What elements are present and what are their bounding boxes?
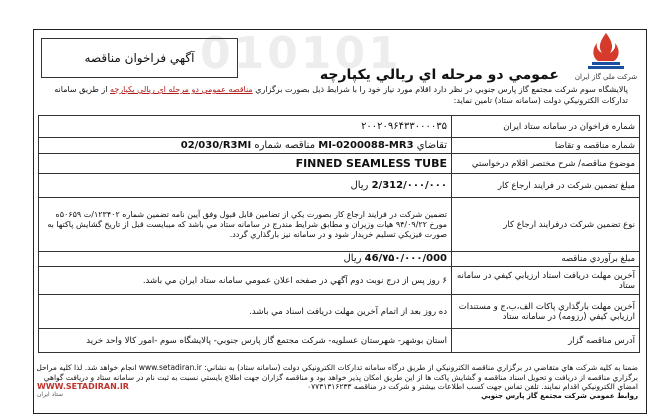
intro-text-b: از طريق سامانه تداركات الكترونيكي دولت (سامانه ستاد) تامين نمايد: xyxy=(54,85,628,105)
row-label: آخرين مهلت دريافت اسناد ارزيابي كيفي در سامانه ستاد xyxy=(452,267,640,295)
site-logo-tag: ستاد ايران xyxy=(37,391,63,398)
intro-highlight: مناقصه عمومي دو مرحله اي ريالي يكپارچه xyxy=(110,85,253,94)
row-label: آدرس مناقصه گزار xyxy=(452,329,640,353)
nigc-flame-logo-icon xyxy=(578,31,634,75)
table-row xyxy=(39,267,640,295)
row-label: شماره فراخوان در سامانه ستاد ايران xyxy=(452,116,640,138)
notice-subtitle: عمومي دو مرحله اي ريالي يكپارچه xyxy=(319,67,559,83)
row-value xyxy=(39,174,452,198)
table-row xyxy=(39,138,640,154)
footer-signature: روابط عمومي شركت مجتمع گاز پارس جنوبي xyxy=(481,391,638,400)
row-value xyxy=(39,154,452,174)
logo-caption: شركت ملي گاز ايران xyxy=(574,73,638,81)
table-row xyxy=(39,116,640,138)
row-value: ده روز بعد از اتمام آخرين مهلت دريافت اسناد مي باشد. xyxy=(39,295,452,329)
notice-title: آگهي فراخوان مناقصه xyxy=(41,38,238,78)
row-label: نوع تضمين شركت درفرايند ارجاع كار xyxy=(452,198,640,252)
tender-details-table xyxy=(38,115,640,353)
tender-number-label: مناقصه شماره xyxy=(254,139,316,151)
table-row xyxy=(39,252,640,267)
intro-text-a: پالايشگاه سوم شركت مجتمع گاز پارس جنوبي در نظر دارد اقلام مورد نياز خود را با شرايط ذيل بصورت برگزاري xyxy=(252,85,628,94)
estimate-amount: 46/۷۵۰/۰۰۰/000 xyxy=(364,253,447,264)
row-label: شماره مناقصه و تقاضا xyxy=(452,138,640,154)
table-row xyxy=(39,198,640,252)
row-label: موضوع مناقصه/ شرح مختصر اقلام درخواستي xyxy=(452,154,640,174)
row-value: تضمين شركت در فرايند ارجاع كار بصورت يكي از تضامين قابل قبول وفق آيين نامه تضمين شماره ۱۲۳۴۰۲/ت ۵۰۶۵۹ه مورخ ۹۴/۰۹/۲۲ هيات وزيران و مطابق شرايط مندرج در سامانه ستاد مي باشد كه ميبايست قبل از تاريخ گشايش پاكتها به صورت فيزيكي تسليم خريدار شود و در سامانه نيز بارگذاري گردد. xyxy=(39,198,452,252)
guarantee-amount: 2/312/۰۰۰/۰۰۰ xyxy=(371,179,447,191)
tender-code: 02/030/R3MI xyxy=(180,139,252,151)
row-value: استان بوشهر- شهرستان عسلويه- شركت مجتمع گاز پارس جنوبي- پالايشگاه سوم -امور كالا واحد خريد xyxy=(39,329,452,353)
row-value xyxy=(39,138,452,154)
row-label: آخرين مهلت بارگذاري پاكات الف،ب،ج و مستندات ارزيابي كيفي (رزومه) در سامانه ستاد xyxy=(452,295,640,329)
watermark: 010101 xyxy=(200,28,402,79)
currency-unit: ريال xyxy=(343,253,362,264)
footer-text: ضمنا به كليه شركت هاي متقاضي در برگزاري مناقصه الكترونيكي از طريق درگاه سامانه تداركات الكترونيكي دولت (سامانه ستاد) به نشاني: www.setadiran.ir انجام خواهد شد. لذا كليه مراحل برگزاري مناقصه از دريافت و تحويل اسناد مناقصه و گشايش پاكت ها از اين طريق امكان پذير خواهد بود و مناقصه گزاران جهت اطلاع بايستي نسبت به ثبت نام در سامانه ستاد و دريافت گواهي امضاي الكترونيكي اقدام نمايند. تلفن تماس جهت كسب اطلاعات بيشتر و شركت در مناقصه ۰۷۷۳۱۳۱۶۲۳۳ xyxy=(36,363,638,391)
row-label: مبلغ برآوردي مناقصه xyxy=(452,252,640,267)
setad-site-logo xyxy=(37,382,127,406)
table-row xyxy=(39,329,640,353)
row-label: مبلغ تضمين شركت در فرايند ارجاع كار xyxy=(452,174,640,198)
row-value: ۶ روز پس از درج نوبت دوم آگهي در صفحه اعلان عمومي سامانه ستاد ايران مي باشد. xyxy=(39,267,452,295)
table-row xyxy=(39,295,640,329)
table-row xyxy=(39,154,640,174)
intro-paragraph xyxy=(28,84,628,106)
table-row xyxy=(39,174,640,198)
subject-value: FINNED SEAMLESS TUBE xyxy=(295,156,447,170)
request-prefix: تقاضاي xyxy=(416,139,447,151)
row-value xyxy=(39,116,452,138)
row-value xyxy=(39,252,452,267)
call-number: ۲۰۰۲۰۹۶۴۳۳۰۰۰۰۳۵ xyxy=(361,120,447,132)
currency-unit: ريال xyxy=(350,179,369,191)
request-code: MI-0200088-MR3 xyxy=(318,139,414,151)
site-logo-name: WWW.SETADIRAN.IR xyxy=(37,382,129,391)
